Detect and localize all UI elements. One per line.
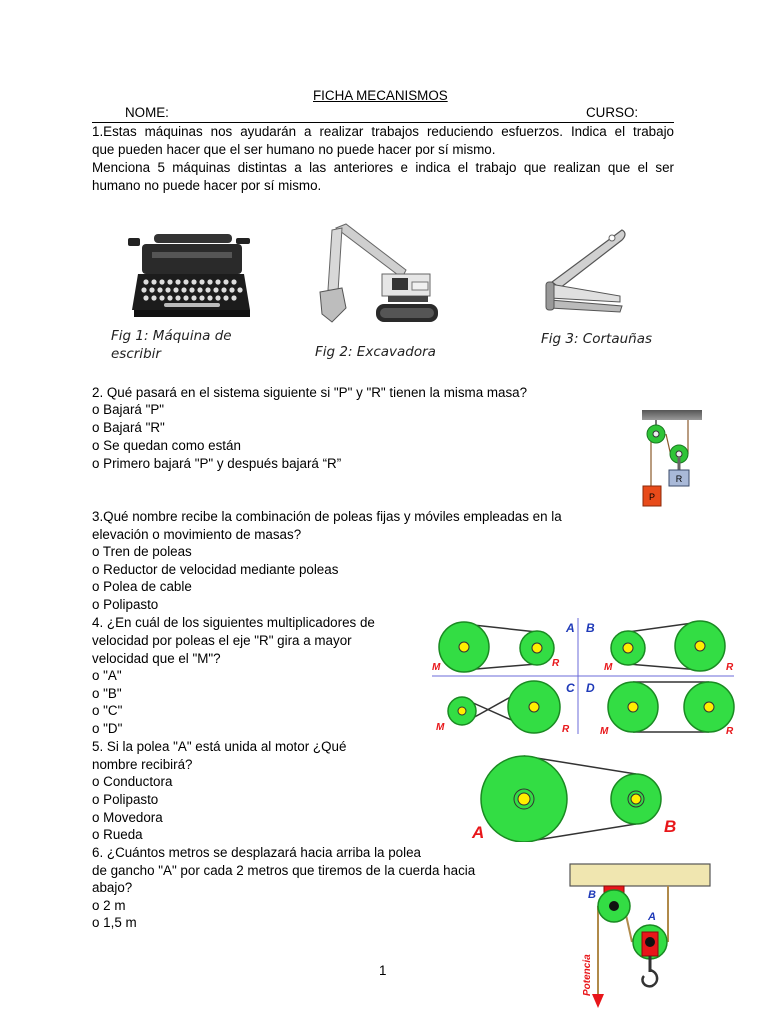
- label-c: C: [566, 681, 575, 695]
- q4-option-d[interactable]: o "D": [92, 721, 123, 736]
- q3-option-3[interactable]: o Polea de cable: [92, 579, 192, 594]
- q4-option-c[interactable]: o "C": [92, 703, 123, 718]
- q4-option-b[interactable]: o "B": [92, 686, 122, 701]
- hook-pulley-diagram: [566, 862, 716, 1010]
- q6-option-2[interactable]: o 1,5 m: [92, 915, 137, 930]
- q1-text-line2: que pueden hacer que el ser humano no puede hacer por sí mismo.: [92, 142, 496, 157]
- q4-text-line3: velocidad que el "M"?: [92, 651, 221, 666]
- page-number: 1: [379, 963, 387, 978]
- pulley-a-label: A: [648, 911, 656, 923]
- excavator-image: [316, 222, 440, 330]
- pulley-b-label: B: [664, 817, 677, 836]
- q4-text-line1: 4. ¿En cuál de los siguientes multiplicadores de: [92, 615, 375, 630]
- option-a-pulleys: [439, 622, 554, 672]
- q2-option-1[interactable]: o Bajará "P": [92, 402, 165, 417]
- q6-option-1[interactable]: o 2 m: [92, 898, 126, 913]
- q4-text-line2: velocidad por poleas el eje "R" gira a mayor: [92, 633, 352, 648]
- pulley-system-diagram: [636, 408, 708, 510]
- q3-option-4[interactable]: o Polipasto: [92, 597, 159, 612]
- q2-option-3[interactable]: o Se quedan como están: [92, 438, 241, 453]
- label-a: A: [566, 621, 575, 635]
- nail-clipper-image: [540, 226, 632, 316]
- pulley-b-label: B: [588, 889, 596, 901]
- q6-text-line3: abajo?: [92, 880, 133, 895]
- q1-text-line4: humano no puede hacer por sí mismo.: [92, 178, 322, 193]
- q5-text-line2: nombre recibirá?: [92, 757, 193, 772]
- speed-multiplier-diagram: [428, 614, 740, 740]
- q2-question: 2. Qué pasará en el sistema siguiente si "P" y "R" tienen la misma masa?: [92, 385, 528, 400]
- q3-option-1[interactable]: o Tren de poleas: [92, 544, 192, 559]
- q3-text-line1: 3.Qué nombre recibe la combinación de poleas fijas y móviles empleadas en la: [92, 509, 562, 524]
- q4-option-a[interactable]: o "A": [92, 668, 122, 683]
- q5-option-3[interactable]: o Movedora: [92, 810, 163, 825]
- figure2-caption: Fig 2: Excavadora: [315, 344, 436, 360]
- course-label: CURSO:: [586, 105, 639, 120]
- q5-option-4[interactable]: o Rueda: [92, 827, 143, 842]
- weight-r-label: R: [675, 474, 683, 484]
- label-r-b: R: [726, 662, 734, 673]
- name-course-row: [92, 104, 674, 123]
- q5-text-line1: 5. Si la polea "A" está unida al motor ¿Qué: [92, 739, 347, 754]
- page-title: FICHA MECANISMOS: [313, 88, 448, 103]
- label-m-d: M: [600, 726, 609, 737]
- q3-option-2[interactable]: o Reductor de velocidad mediante poleas: [92, 562, 339, 577]
- driver-pulley-diagram: [468, 752, 698, 842]
- q5-option-2[interactable]: o Polipasto: [92, 792, 159, 807]
- name-label: NOME:: [125, 105, 169, 120]
- q6-text-line1: 6. ¿Cuántos metros se desplazará hacia arriba la polea: [92, 845, 421, 860]
- figure3-caption: Fig 3: Cortauñas: [541, 331, 653, 347]
- q1-text-line3: Menciona 5 máquinas distintas a las anteriores e indica el trabajo que realizan que el ser: [92, 160, 674, 175]
- label-m-a: M: [432, 662, 441, 673]
- q1-text-line1: 1.Estas máquinas nos ayudarán a realizar trabajos reduciendo esfuerzos. Indica el trabajo: [92, 124, 674, 139]
- typewriter-image: [124, 230, 254, 322]
- label-m-c: M: [436, 722, 445, 733]
- option-d-pulleys: [608, 682, 734, 732]
- q2-option-4[interactable]: o Primero bajará "P" y después bajará “R”: [92, 456, 342, 471]
- label-r-a: R: [552, 658, 560, 669]
- option-c-pulleys: [448, 681, 560, 733]
- option-b-pulleys: [611, 621, 725, 671]
- q6-text-line2: de gancho "A" por cada 2 metros que tiremos de la cuerda hacia: [92, 863, 476, 878]
- pulley-a-label: A: [472, 823, 485, 842]
- label-b: B: [586, 621, 595, 635]
- label-r-c: R: [562, 724, 570, 735]
- label-m-b: M: [604, 662, 613, 673]
- q5-option-1[interactable]: o Conductora: [92, 774, 173, 789]
- weight-p-label: P: [648, 492, 656, 502]
- q2-option-2[interactable]: o Bajará "R": [92, 420, 165, 435]
- label-r-d: R: [726, 726, 734, 737]
- q3-text-line2: elevación o movimiento de masas?: [92, 527, 302, 542]
- figure1-caption: Fig 1: Máquina de escribir: [111, 328, 232, 362]
- force-label: Potencia: [582, 954, 593, 996]
- label-d: D: [586, 681, 595, 695]
